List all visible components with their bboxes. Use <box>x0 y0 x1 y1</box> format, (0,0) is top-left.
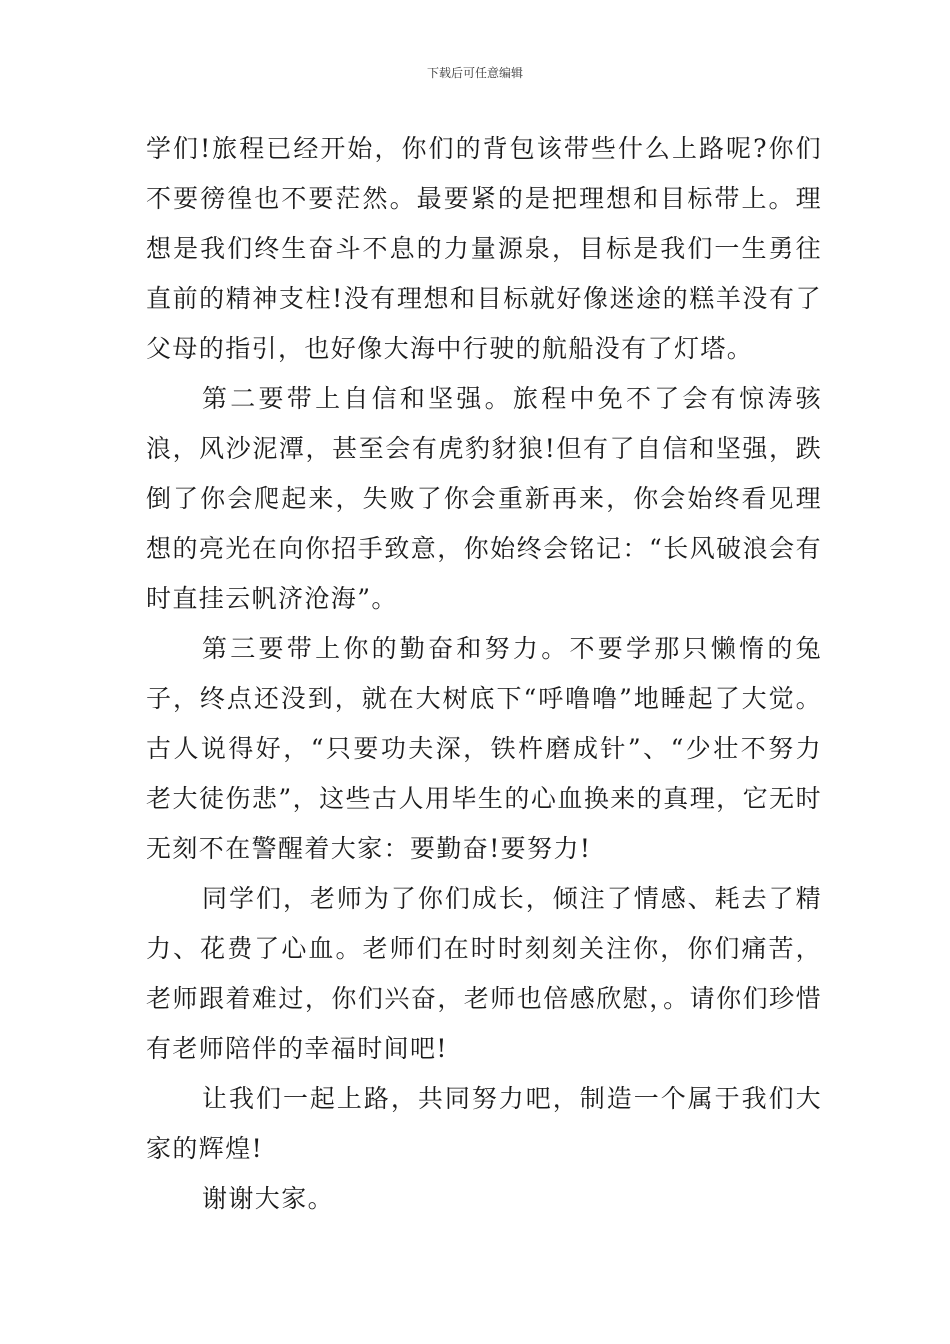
paragraph-4: 同学们，老师为了你们成长，倾注了情感、耗去了精力、花费了心血。老师们在时时刻刻关注你，你们痛苦，老师跟着难过，你们兴奋，老师也倍感欣慰，。请你们珍惜有老师陪伴的幸福时间吧! <box>146 884 822 1063</box>
paragraph-1: 学们!旅程已经开始，你们的背包该带些什么上路呢?你们不要徬徨也不要茫然。最要紧的是把理想和目标带上。理想是我们终生奋斗不息的力量源泉，目标是我们一生勇往直前的精神支柱!没有理想和目标就好像迷途的糕羊没有了父母的指引，也好像大海中行驶的航船没有了灯塔。 <box>146 134 822 363</box>
page-header: 下载后可任意编辑 <box>426 66 523 80</box>
paragraph-3: 第三要带上你的勤奋和努力。不要学那只懒惰的兔子，终点还没到，就在大树底下“呼噜噜”地睡起了大觉。古人说得好，“只要功夫深，铁杵磨成针”、“少壮不努力老大徒伤悲”，这些古人用毕生的心血换来的真理，它无时无刻不在警醒着大家：要勤奋!要努力! <box>146 634 822 863</box>
paragraph-6: 谢谢大家。 <box>202 1184 335 1213</box>
document-body <box>146 124 822 1224</box>
paragraph-2: 第二要带上自信和坚强。旅程中免不了会有惊涛骇浪，风沙泥潭，甚至会有虎豹豺狼!但有了自信和坚强，跌倒了你会爬起来，失败了你会重新再来，你会始终看见理想的亮光在向你招手致意，你始终会铭记：“长风破浪会有时直挂云帆济沧海”。 <box>146 384 822 613</box>
paragraph-5: 让我们一起上路，共同努力吧，制造一个属于我们大家的辉煌! <box>146 1084 822 1163</box>
